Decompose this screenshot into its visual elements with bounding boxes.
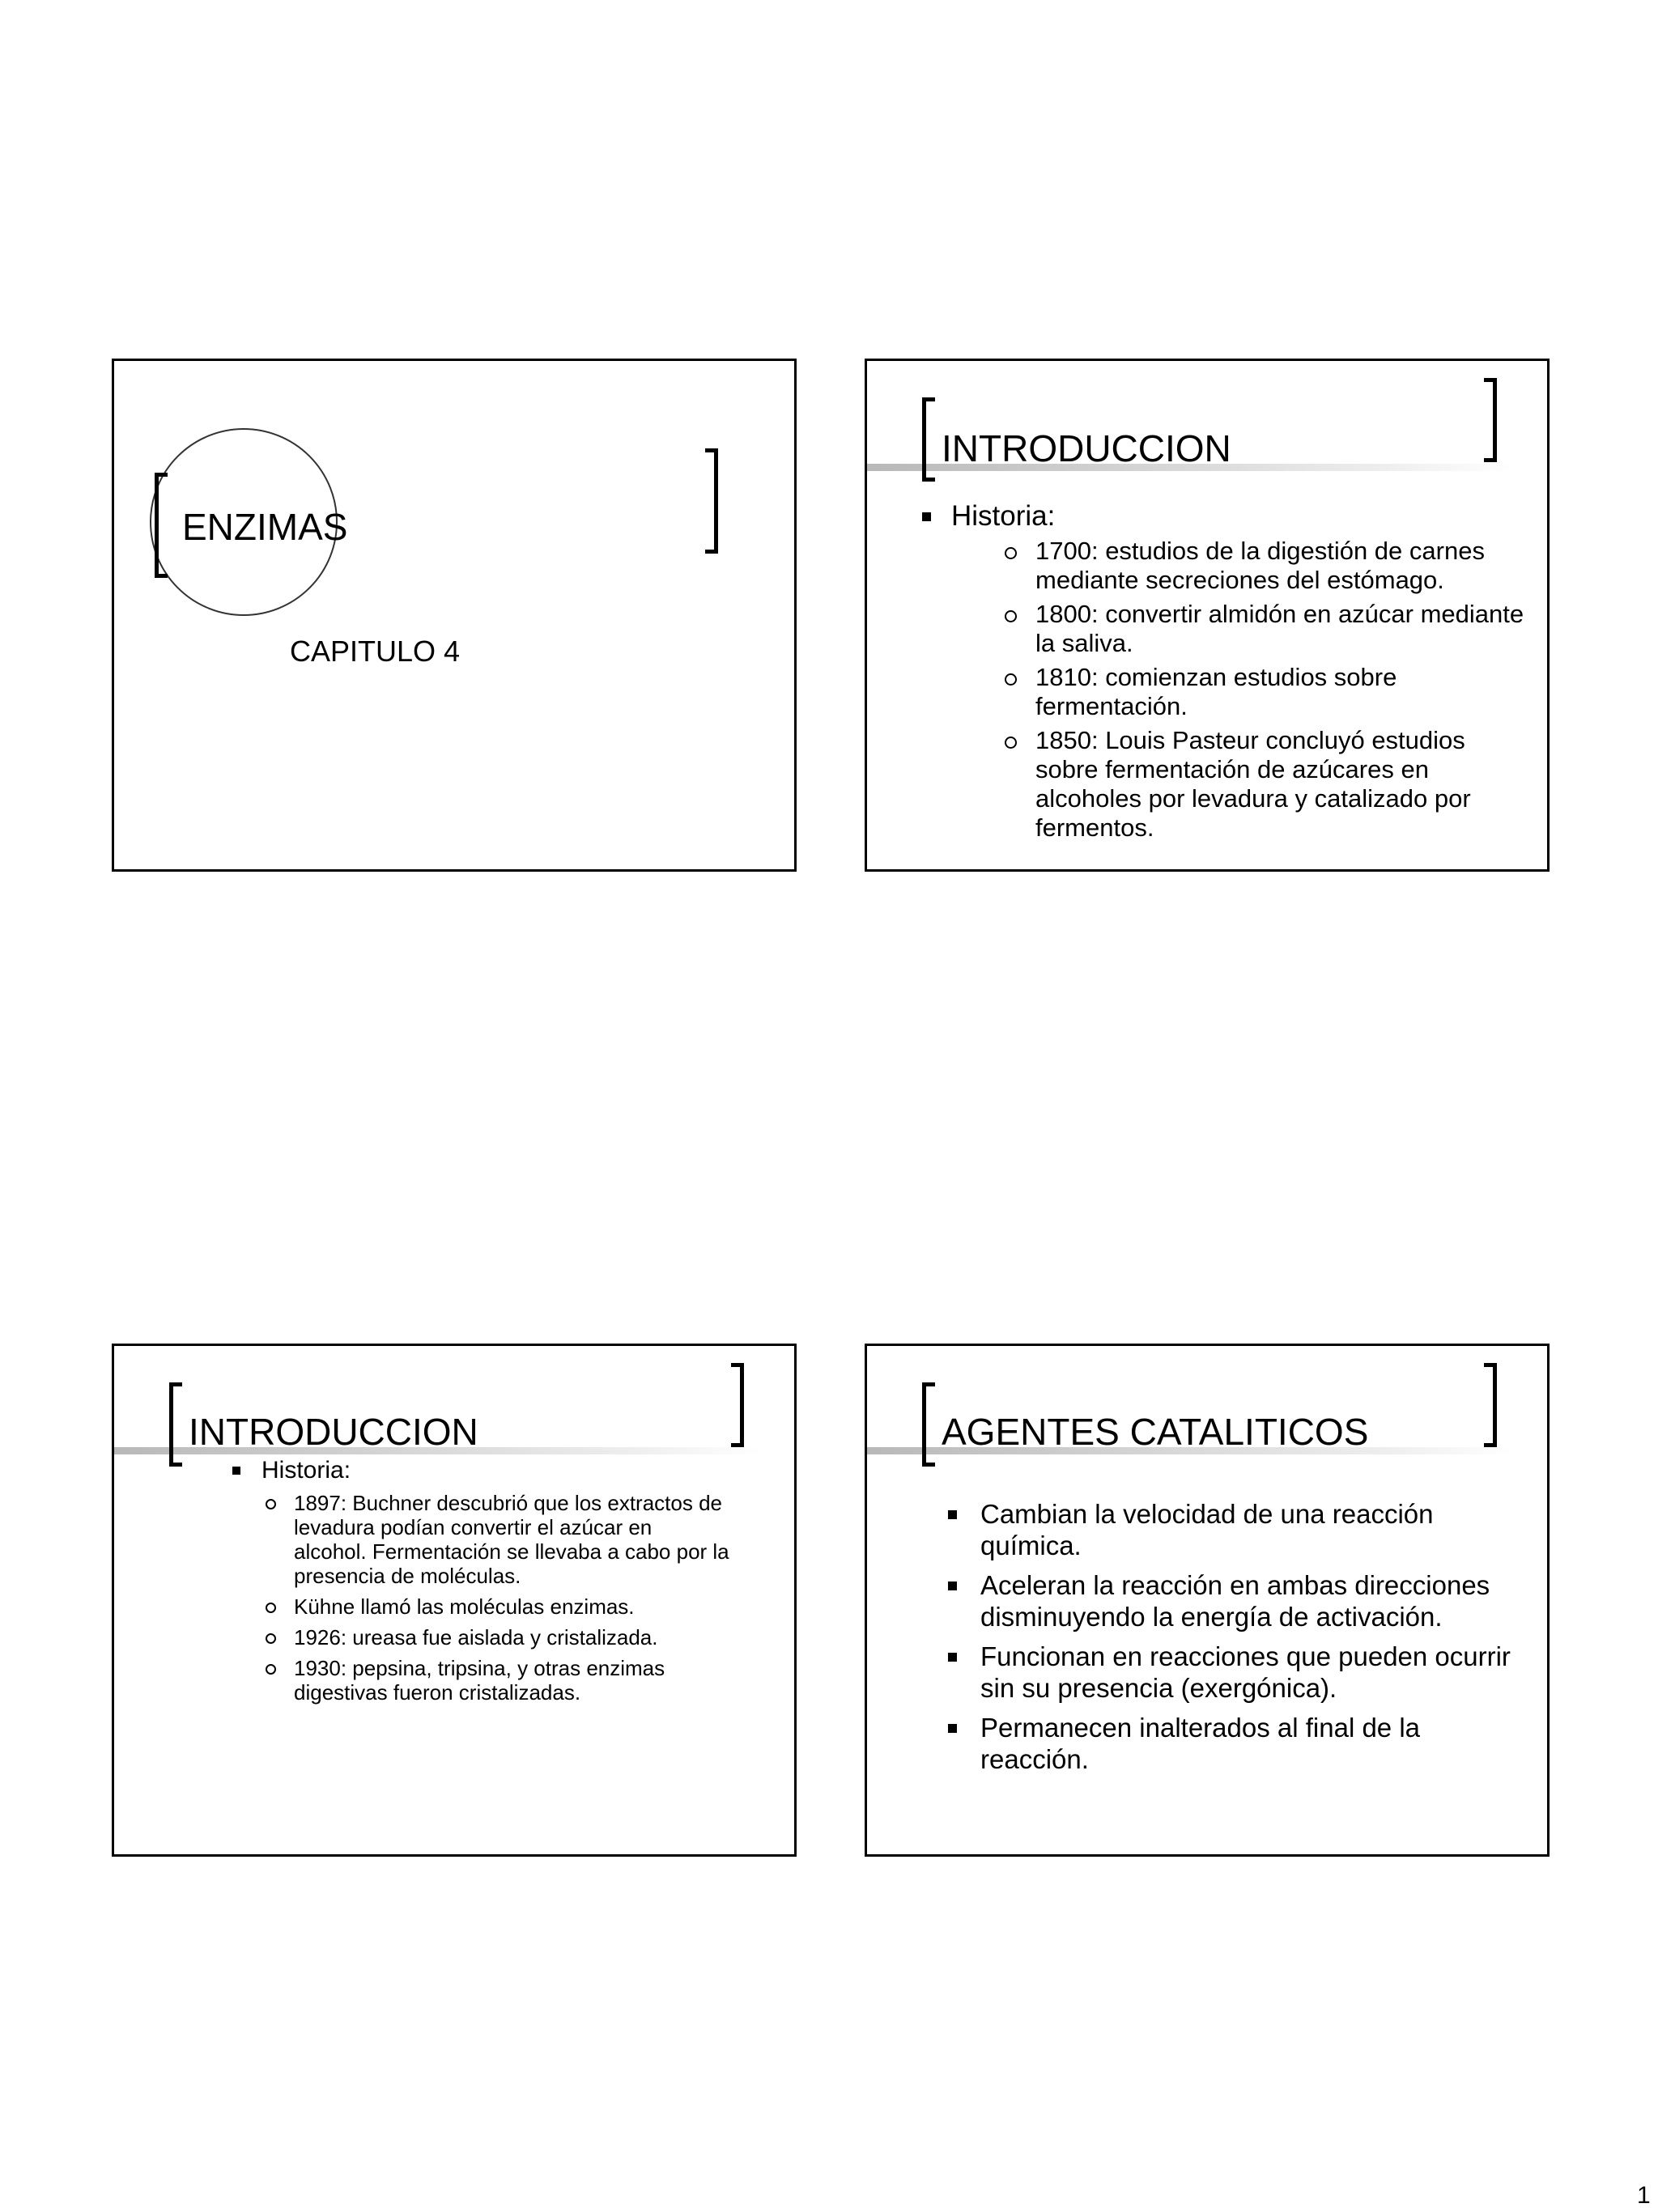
slide-3 bbox=[112, 1344, 797, 1857]
right-bracket-icon bbox=[1484, 1363, 1497, 1447]
sub-list-item bbox=[917, 663, 1533, 721]
bullet-list bbox=[942, 1498, 1524, 1783]
sub-item-text: 1930: pepsina, tripsina, y otras enzimas digestivas fueron cristalizadas. bbox=[294, 1656, 665, 1705]
slide-title: INTRODUCCION bbox=[942, 427, 1231, 469]
list-item bbox=[917, 501, 1533, 843]
slide-title: ENZIMAS bbox=[182, 506, 348, 548]
slide-4 bbox=[865, 1344, 1550, 1857]
square-bullet-icon bbox=[948, 1510, 957, 1519]
hollow-circle-bullet-icon bbox=[1005, 673, 1017, 686]
sub-item-text: 1700: estudios de la digestión de carnes mediante secreciones del estómago. bbox=[1035, 537, 1485, 594]
bullet-text: Historia: bbox=[261, 1457, 351, 1484]
hollow-circle-bullet-icon bbox=[1005, 610, 1017, 622]
slide-2 bbox=[865, 359, 1550, 872]
bullet-text: Historia: bbox=[951, 500, 1056, 532]
square-bullet-icon bbox=[948, 1653, 957, 1662]
hollow-circle-bullet-icon bbox=[266, 1603, 276, 1613]
right-bracket-icon bbox=[705, 448, 718, 554]
left-bracket-icon bbox=[922, 397, 935, 482]
sub-list-item bbox=[917, 600, 1533, 658]
bullet-list bbox=[917, 501, 1533, 847]
sub-list-item bbox=[227, 1594, 729, 1619]
sub-list-item bbox=[917, 726, 1533, 843]
list-item bbox=[942, 1498, 1524, 1561]
page-number: 1 bbox=[1637, 2182, 1651, 2209]
sub-item-text: 1810: comienzan estudios sobre fermentación. bbox=[1035, 663, 1397, 720]
list-item bbox=[227, 1457, 729, 1705]
sub-list-item bbox=[227, 1491, 729, 1588]
sub-item-text: 1897: Buchner descubrió que los extractos de levadura podían convertir el azúcar en alcohol. Fermentación se llevaba a cabo por la presencia de moléculas. bbox=[294, 1491, 729, 1588]
sub-item-text: Kühne llamó las moléculas enzimas. bbox=[294, 1594, 635, 1619]
list-item bbox=[942, 1641, 1524, 1704]
bullet-text: Funcionan en reacciones que pueden ocurrir sin su presencia (exergónica). bbox=[980, 1641, 1511, 1703]
left-bracket-icon bbox=[169, 1382, 182, 1467]
sub-list-item bbox=[917, 537, 1533, 595]
slide-title: INTRODUCCION bbox=[189, 1411, 478, 1453]
sub-list bbox=[227, 1491, 729, 1705]
hollow-circle-bullet-icon bbox=[1005, 737, 1017, 749]
slide-title: AGENTES CATALITICOS bbox=[942, 1411, 1369, 1453]
bullet-text: Aceleran la reacción en ambas direcciones disminuyendo la energía de activación. bbox=[980, 1570, 1490, 1632]
slide-1 bbox=[112, 359, 797, 872]
hollow-circle-bullet-icon bbox=[1005, 547, 1017, 559]
sub-list bbox=[917, 537, 1533, 843]
bullet-list bbox=[227, 1457, 729, 1711]
square-bullet-icon bbox=[948, 1582, 957, 1590]
left-bracket-icon bbox=[155, 473, 168, 578]
left-bracket-icon bbox=[922, 1382, 935, 1467]
sub-list-item bbox=[227, 1625, 729, 1649]
bullet-text: Cambian la velocidad de una reacción química. bbox=[980, 1499, 1434, 1560]
right-bracket-icon bbox=[731, 1363, 744, 1447]
right-bracket-icon bbox=[1484, 378, 1497, 462]
slide-subtitle: CAPITULO 4 bbox=[290, 635, 461, 668]
list-item bbox=[942, 1569, 1524, 1632]
hollow-circle-bullet-icon bbox=[266, 1499, 276, 1509]
sub-item-text: 1926: ureasa fue aislada y cristalizada. bbox=[294, 1625, 658, 1649]
sub-item-text: 1850: Louis Pasteur concluyó estudios sobre fermentación de azúcares en alcoholes por levadura y catalizado por fermentos. bbox=[1035, 726, 1471, 842]
sub-list-item bbox=[227, 1656, 729, 1705]
sub-item-text: 1800: convertir almidón en azúcar mediante la saliva. bbox=[1035, 600, 1524, 657]
list-item bbox=[942, 1712, 1524, 1775]
hollow-circle-bullet-icon bbox=[266, 1664, 276, 1675]
hollow-circle-bullet-icon bbox=[266, 1633, 276, 1644]
bullet-text: Permanecen inalterados al final de la reacción. bbox=[980, 1713, 1421, 1774]
square-bullet-icon bbox=[922, 512, 931, 521]
square-bullet-icon bbox=[948, 1724, 957, 1733]
square-bullet-icon bbox=[232, 1467, 240, 1475]
